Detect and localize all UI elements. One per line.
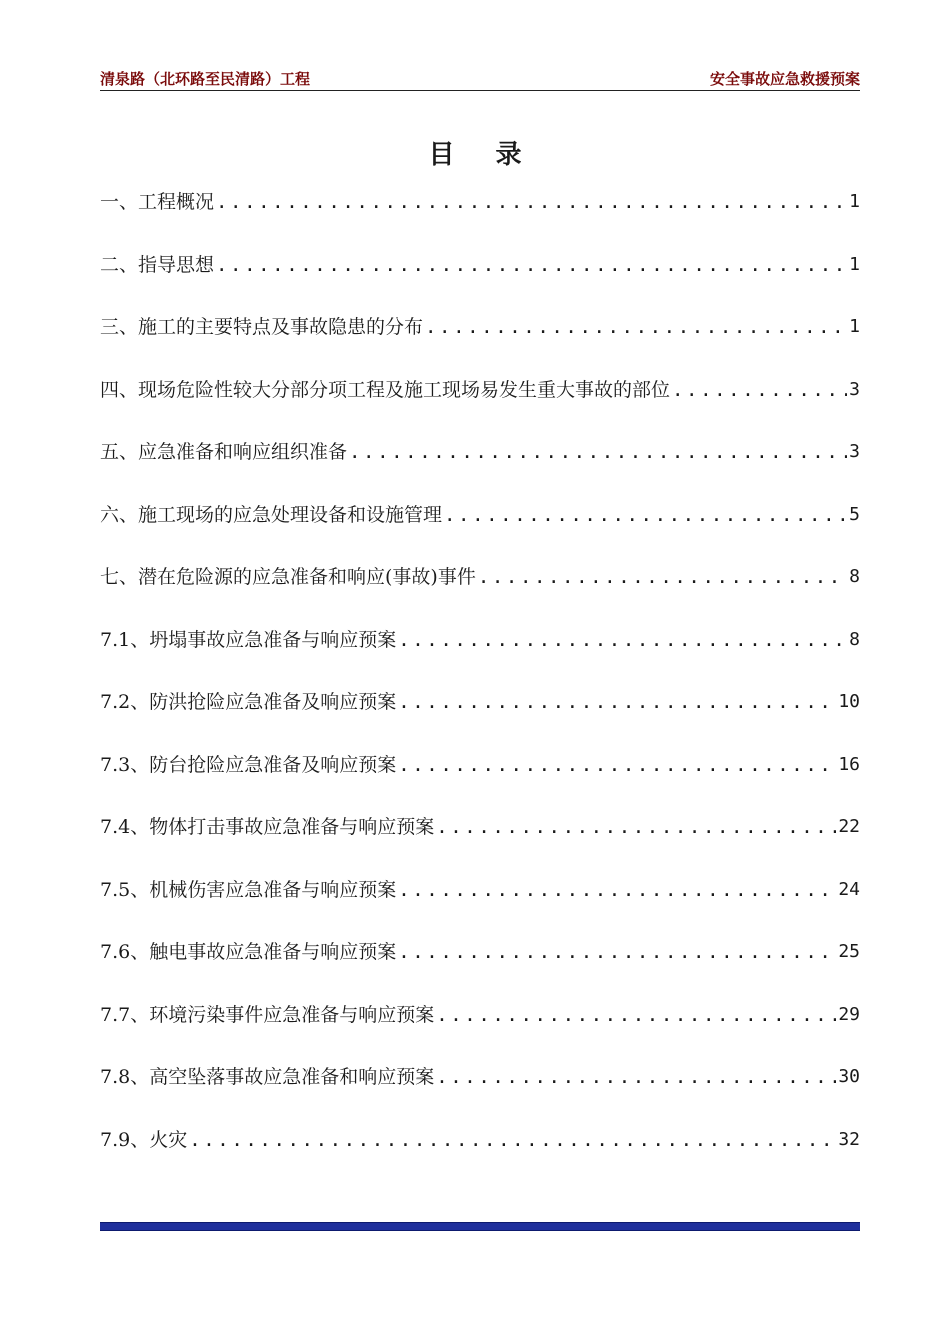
toc-entry-label: 五、应急准备和响应组织准备	[100, 441, 348, 463]
toc-page-number: 30	[838, 1066, 860, 1087]
toc-entry-label: 三、施工的主要特点及事故隐患的分布	[100, 316, 424, 338]
header-project-title: 清泉路（北环路至民清路）工程	[100, 70, 311, 88]
table-of-contents	[100, 188, 860, 1188]
toc-entry-7-2[interactable]	[100, 688, 860, 751]
toc-page-number: 3	[849, 378, 860, 400]
toc-dot-leader	[189, 1126, 836, 1154]
toc-dot-leader	[349, 438, 847, 466]
toc-page-number: 29	[838, 1003, 860, 1025]
toc-page-number: 24	[838, 878, 860, 900]
header-document-title: 安全事故应急救援预案	[709, 70, 860, 88]
toc-entry-label: 六、施工现场的应急处理设备和设施管理	[100, 503, 443, 526]
toc-entry-7-6[interactable]	[100, 938, 860, 1001]
toc-entry-label: 一、工程概况	[100, 191, 215, 213]
toc-dot-leader	[398, 751, 836, 779]
toc-dot-leader	[425, 313, 847, 341]
toc-entry-6[interactable]	[100, 501, 860, 564]
toc-entry-7-3[interactable]	[100, 751, 860, 814]
toc-page-number: 1	[849, 191, 860, 212]
toc-entry-label: 7.5、机械伤害应急准备与响应预案	[100, 878, 397, 901]
toc-entry-label: 四、现场危险性较大分部分项工程及施工现场易发生重大事故的部位	[100, 378, 671, 401]
toc-entry-label: 7.9、火灾	[100, 1128, 188, 1151]
toc-page-number: 22	[838, 816, 860, 837]
toc-entry-label: 7.8、高空坠落事故应急准备和响应预案	[100, 1066, 435, 1088]
toc-entry-label: 7.7、环境污染事件应急准备与响应预案	[100, 1003, 435, 1026]
toc-page-number: 8	[849, 566, 860, 587]
toc-page-number: 32	[838, 1128, 860, 1150]
toc-dot-leader	[478, 563, 847, 591]
toc-entry-label: 7.1、坍塌事故应急准备与响应预案	[100, 628, 397, 651]
footer-divider	[100, 1222, 860, 1231]
toc-entry-2[interactable]	[100, 251, 860, 314]
toc-page-number: 1	[849, 253, 860, 275]
toc-dot-leader	[216, 188, 847, 216]
toc-page-number: 5	[849, 503, 860, 525]
toc-dot-leader	[436, 1063, 836, 1091]
toc-entry-1[interactable]	[100, 188, 860, 251]
toc-entry-3[interactable]	[100, 313, 860, 376]
toc-entry-7[interactable]	[100, 563, 860, 626]
toc-entry-7-7[interactable]	[100, 1001, 860, 1064]
toc-entry-label: 七、潜在危险源的应急准备和响应(事故)事件	[100, 566, 476, 588]
toc-entry-7-4[interactable]	[100, 813, 860, 876]
toc-page-number: 25	[838, 941, 860, 962]
toc-page-number: 8	[849, 628, 860, 650]
toc-entry-7-8[interactable]	[100, 1063, 860, 1126]
toc-dot-leader	[444, 501, 847, 529]
toc-entry-label: 7.3、防台抢险应急准备及响应预案	[100, 753, 397, 776]
toc-dot-leader	[398, 876, 836, 904]
toc-dot-leader	[436, 1001, 836, 1029]
toc-title: 目 录	[428, 140, 538, 170]
toc-page-number: 1	[849, 316, 860, 337]
toc-dot-leader	[436, 813, 836, 841]
toc-entry-label: 7.4、物体打击事故应急准备与响应预案	[100, 816, 435, 838]
toc-entry-label: 7.2、防洪抢险应急准备及响应预案	[100, 691, 397, 713]
toc-entry-4[interactable]	[100, 376, 860, 439]
page-header	[100, 66, 860, 91]
toc-entry-label: 7.6、触电事故应急准备与响应预案	[100, 941, 397, 963]
toc-entry-7-1[interactable]	[100, 626, 860, 689]
toc-dot-leader	[398, 938, 836, 966]
toc-page-number: 3	[849, 441, 860, 462]
toc-entry-7-5[interactable]	[100, 876, 860, 939]
toc-entry-7-9[interactable]	[100, 1126, 860, 1189]
toc-dot-leader	[216, 251, 847, 279]
toc-dot-leader	[672, 376, 847, 404]
toc-dot-leader	[398, 626, 847, 654]
toc-page-number: 10	[838, 691, 860, 712]
toc-entry-label: 二、指导思想	[100, 253, 215, 276]
toc-dot-leader	[398, 688, 836, 716]
toc-page-number: 16	[838, 753, 860, 775]
toc-entry-5[interactable]	[100, 438, 860, 501]
